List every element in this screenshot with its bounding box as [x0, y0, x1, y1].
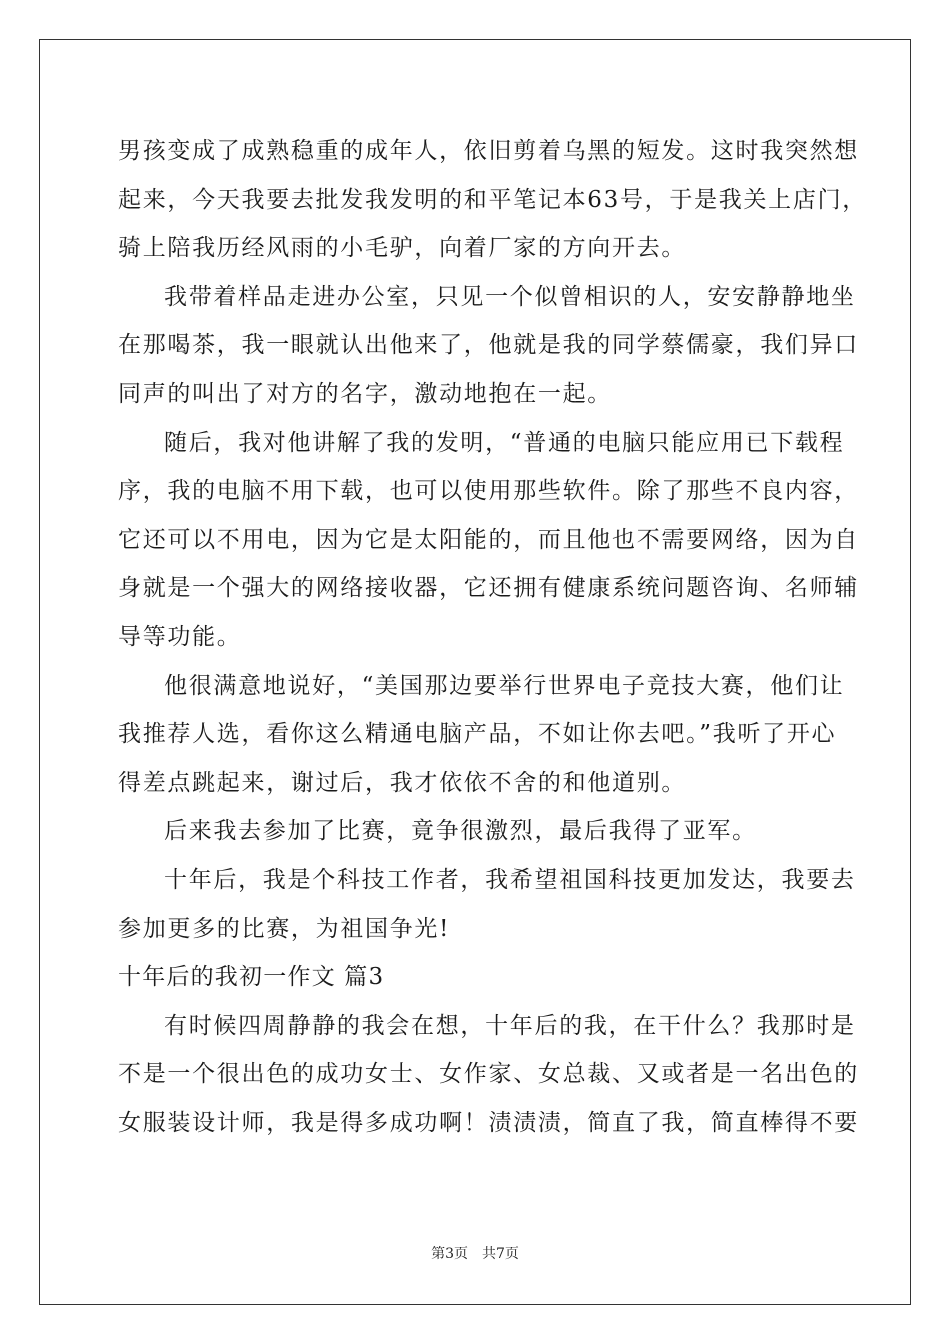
page-number: 第3页 [431, 1246, 468, 1262]
text-line: 同声的叫出了对方的名字，激动地抱在一起。 [118, 380, 612, 407]
text-line: 不是一个很出色的成功女士、女作家、女总裁、又或者是一名出色的 [118, 1061, 859, 1088]
text-line: 在那喝茶，我一眼就认出他来了，他就是我的同学蔡儒豪，我们异口 [118, 332, 859, 359]
text-line: 后来我去参加了比赛，竟争很激烈，最后我得了亚军。 [164, 818, 757, 845]
page-total: 共7页 [482, 1246, 519, 1262]
text-line: 我推荐人选，看你这么精通电脑产品，不如让你去吧。”我听了开心 [118, 721, 837, 748]
text-line: 起来，今天我要去批发我发明的和平笔记本63号，于是我关上店门， [118, 186, 867, 213]
text-line: 得差点跳起来，谢过后，我才依依不舍的和他道别。 [118, 769, 687, 796]
text-line: 随后，我对他讲解了我的发明，“普通的电脑只能应用已下载程 [164, 429, 845, 456]
page-footer [0, 1243, 950, 1263]
text-line: 身就是一个强大的网络接收器，它还拥有健康系统问题咨询、名师辅 [118, 575, 859, 602]
text-line: 导等功能。 [118, 623, 242, 650]
text-line: 他很满意地说好，“美国那边要举行世界电子竞技大赛，他们让 [164, 672, 845, 699]
text-line: 我带着样品走进办公室，只见一个似曾相识的人，安安静静地坐 [164, 283, 856, 310]
text-line: 有时候四周静静的我会在想，十年后的我，在干什么？我那时是 [164, 1012, 856, 1039]
section-heading: 十年后的我初一作文 篇3 [118, 964, 385, 991]
text-line: 序，我的电脑不用下载，也可以使用那些软件。除了那些不良内容， [118, 478, 859, 505]
text-line: 女服装设计师，我是得多成功啊！渍渍渍，简直了我，简直棒得不要 [118, 1109, 859, 1136]
text-line: 男孩变成了成熟稳重的成年人，依旧剪着乌黑的短发。这时我突然想 [118, 138, 859, 164]
text-line: 骑上陪我历经风雨的小毛驴，向着厂家的方向开去。 [118, 235, 687, 262]
text-line: 参加更多的比赛，为祖国争光! [118, 915, 451, 942]
text-line: 十年后，我是个科技工作者，我希望祖国科技更加发达，我要去 [164, 866, 856, 893]
text-line: 它还可以不用电，因为它是太阳能的，而且他也不需要网络，因为自 [118, 526, 859, 553]
document-body [118, 127, 867, 1147]
